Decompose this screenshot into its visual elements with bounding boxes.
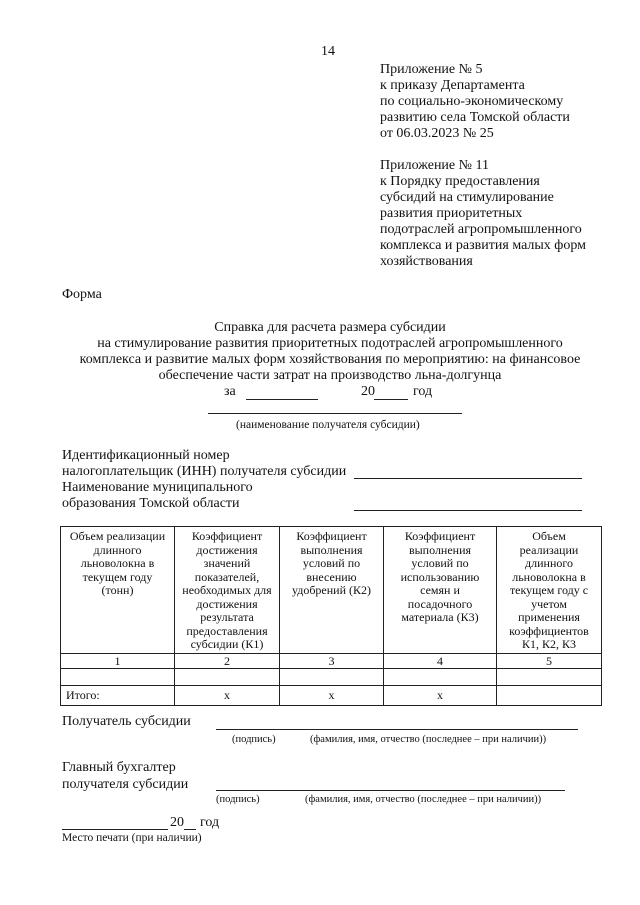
appendix-5-line: к приказу Департамента bbox=[380, 78, 525, 93]
appendix-11-line: к Порядку предоставления bbox=[380, 174, 540, 189]
appendix-11-block bbox=[380, 158, 586, 270]
appendix-11-line: субсидий на стимулирование bbox=[380, 190, 554, 205]
title-line: на стимулирование развития приоритетных подотраслей агропромышленного bbox=[97, 336, 563, 351]
form-label: Форма bbox=[62, 287, 102, 302]
table-column-number: 3 bbox=[280, 654, 384, 669]
stamp-place-caption: Место печати (при наличии) bbox=[62, 832, 202, 844]
period-suffix: год bbox=[413, 384, 433, 399]
page-number: 14 bbox=[321, 44, 335, 59]
table-total-mark: х bbox=[384, 686, 497, 706]
inn-blank bbox=[354, 478, 582, 479]
appendix-11-line: комплекса и развития малых форм bbox=[380, 238, 587, 253]
appendix-11-line: Приложение № 11 bbox=[380, 158, 489, 173]
table-total-row bbox=[61, 686, 602, 706]
accountant-label-line2: получателя субсидии bbox=[62, 777, 189, 792]
table-number-row bbox=[61, 654, 602, 669]
table-cell-empty bbox=[497, 686, 602, 706]
period-blank bbox=[246, 399, 318, 400]
table-cell-empty bbox=[61, 669, 175, 686]
table-total-mark: х bbox=[175, 686, 280, 706]
appendix-5-line: развитию села Томской области bbox=[380, 110, 570, 125]
document-title bbox=[30, 320, 630, 384]
table-header-cell: Объем реализации длинного льноволокна в текущем году с учетом применения коэффициентов К1, К2, К3 bbox=[497, 527, 602, 654]
title-line: комплекса и развитие малых форм хозяйствования по мероприятию: на финансовое bbox=[79, 352, 581, 367]
appendix-5-line: Приложение № 5 bbox=[380, 62, 483, 77]
appendix-5-line: по социально-экономическому bbox=[380, 94, 564, 109]
recipient-signature-label: Получатель субсидии bbox=[62, 714, 191, 729]
appendix-11-line: подотраслей агропромышленного bbox=[380, 222, 582, 237]
date-blank bbox=[62, 829, 168, 830]
municipality-label-line1: Наименование муниципального bbox=[62, 480, 253, 495]
period-year-prefix: 20 bbox=[361, 384, 375, 399]
appendix-5-block bbox=[380, 62, 570, 142]
calculation-table bbox=[60, 526, 602, 706]
recipient-name-caption-fio: (фамилия, имя, отчество (последнее – при наличии)) bbox=[310, 734, 547, 745]
table-header-cell: Коэффициент выполнения условий по использованию семян и посадочного материала (К3) bbox=[384, 527, 497, 654]
table-cell-empty bbox=[175, 669, 280, 686]
table-row bbox=[61, 669, 602, 686]
period-prefix: за bbox=[224, 384, 236, 399]
recipient-name-caption: (наименование получателя субсидии) bbox=[236, 419, 420, 431]
title-line: Справка для расчета размера субсидии bbox=[214, 320, 446, 335]
accountant-signature-blank bbox=[216, 790, 565, 791]
table-cell-empty bbox=[384, 669, 497, 686]
accountant-label-line1: Главный бухгалтер bbox=[62, 760, 176, 775]
title-line: обеспечение части затрат на производство льна-долгунца bbox=[158, 368, 502, 383]
table-header-cell: Объем реализации длинного льноволокна в текущем году (тонн) bbox=[61, 527, 175, 654]
table-header-row bbox=[61, 527, 602, 654]
table-total-mark: х bbox=[280, 686, 384, 706]
appendix-11-line: хозяйствования bbox=[380, 254, 473, 269]
date-year-blank bbox=[184, 829, 196, 830]
recipient-signature-blank bbox=[216, 729, 578, 730]
municipality-blank bbox=[354, 510, 582, 511]
table-cell-empty bbox=[497, 669, 602, 686]
accountant-name-caption-fio: (фамилия, имя, отчество (последнее – при наличии)) bbox=[305, 794, 542, 805]
appendix-11-line: развития приоритетных bbox=[380, 206, 523, 221]
recipient-sign-caption: (подпись) bbox=[232, 734, 276, 745]
table-header-cell: Коэффициент выполнения условий по внесению удобрений (К2) bbox=[280, 527, 384, 654]
table-column-number: 4 bbox=[384, 654, 497, 669]
table-column-number: 1 bbox=[61, 654, 175, 669]
date-year-prefix: 20 bbox=[170, 815, 184, 830]
date-year-suffix: год bbox=[200, 815, 220, 830]
table-column-number: 2 bbox=[175, 654, 280, 669]
period-year-blank bbox=[374, 399, 408, 400]
recipient-name-blank bbox=[208, 413, 462, 414]
inn-label-line1: Идентификационный номер bbox=[62, 448, 230, 463]
accountant-sign-caption: (подпись) bbox=[216, 794, 260, 805]
appendix-5-line: от 06.03.2023 № 25 bbox=[380, 126, 494, 141]
table-header-cell: Коэффициент достижения значений показателей, необходимых для достижения результата предоставления субсидии (К1) bbox=[175, 527, 280, 654]
municipality-label-line2: образования Томской области bbox=[62, 496, 240, 511]
table-column-number: 5 bbox=[497, 654, 602, 669]
inn-label-line2: налогоплательщик (ИНН) получателя субсидии bbox=[62, 464, 347, 479]
table-cell-empty bbox=[280, 669, 384, 686]
table-total-label: Итого: bbox=[61, 686, 175, 706]
